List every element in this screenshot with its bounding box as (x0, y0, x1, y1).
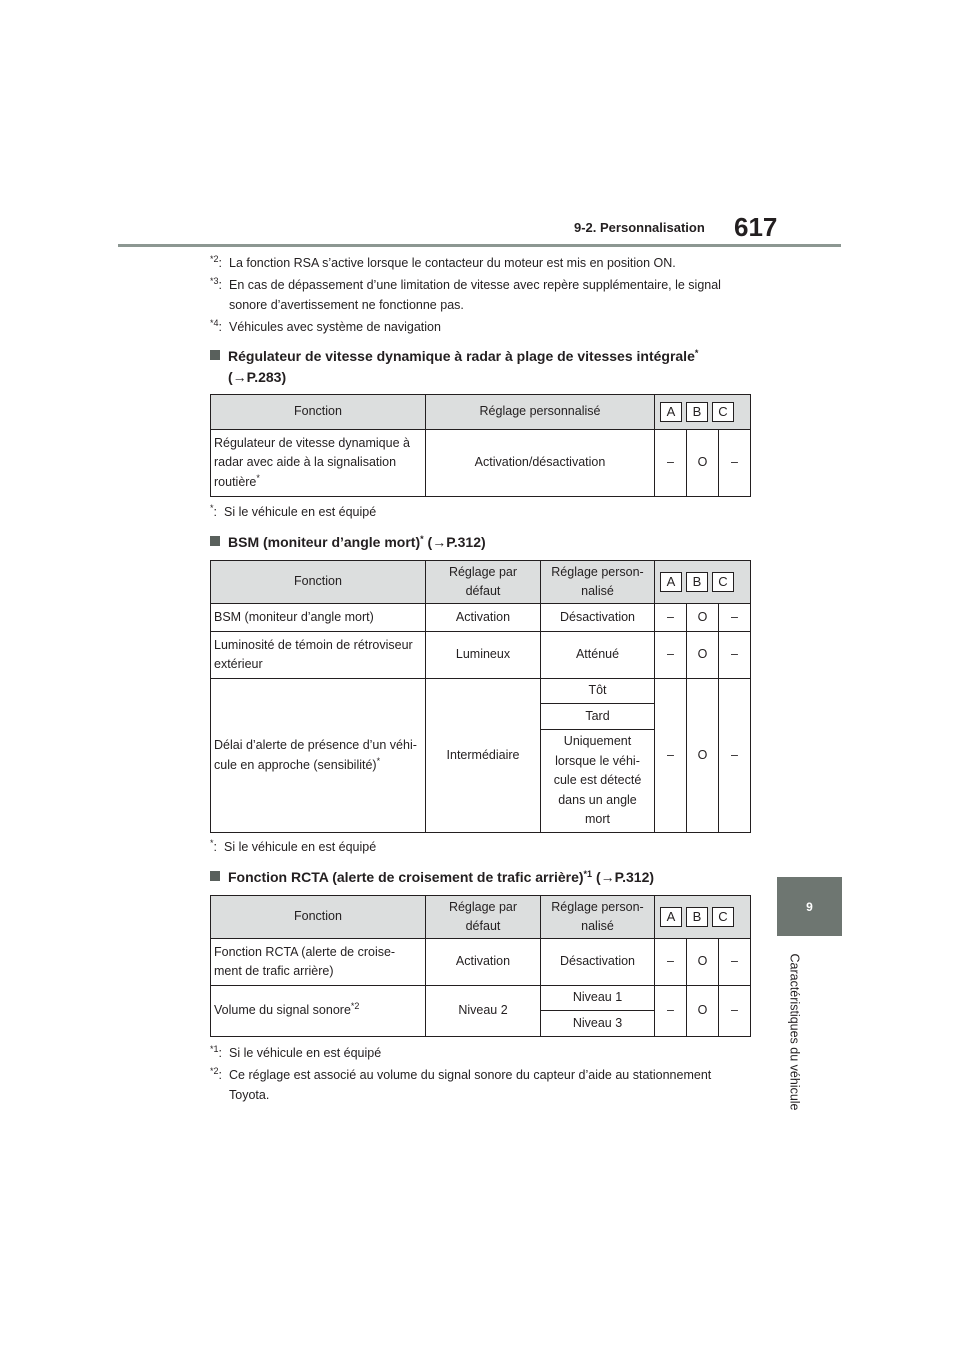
table-row: Régulateur de vitesse dynamique à radar avec aide à la signalisation routière* Activation/désactivation – O – (211, 430, 751, 497)
page-number: 617 (734, 212, 778, 242)
section1-page-ref[interactable]: (→P.283) (228, 369, 287, 385)
bullet-square-icon (210, 536, 220, 546)
chapter-number: 9 (806, 899, 813, 914)
note-4: $^{*4}$: Véhicules avec système de navigation (210, 318, 441, 334)
cell-reglage: Activation/désactivation (426, 430, 655, 497)
col-reglage-perso: Réglage personnalisé (426, 395, 655, 430)
section1-table (210, 394, 751, 497)
section3-heading: Fonction RCTA (alerte de croisement de trafic arrière)$^{*1}$ (→P.312) (210, 866, 770, 888)
col-fonction: Fonction (211, 395, 426, 430)
note-3: $^{*3}$: En cas de dépassement d’une limitation de vitesse avec repère supplémentaire, le signal sonore d’avertissement ne fonctionne pas. (210, 276, 721, 312)
section3-footnote-2: $^{*2}$: Ce réglage est associé au volume du signal sonore du capteur d’aide au stationnement Toyota. (210, 1066, 712, 1102)
section3-page-ref[interactable]: (→P.312) (595, 869, 655, 885)
bullet-square-icon (210, 350, 220, 360)
section3-table: Fonction Réglage par défaut Réglage person- nalisé A B C Fonction RCTA (alerte de croise- ment de trafic arrière) Activation Désactivation – O – Volume du signal sonore$^{*2}$ Niveau 2 Niveau 1 – O – Niveau 3 (210, 895, 751, 1037)
section1-footnote: *: Si le véhicule en est équipé (210, 503, 377, 519)
chapter-label: Caractéristiques du véhicule (788, 952, 802, 1111)
table-row: Volume du signal sonore$^{*2}$ Niveau 2 Niveau 1 – O – (211, 986, 751, 1011)
cell-fonction: Régulateur de vitesse dynamique à radar avec aide à la signalisation routière* (211, 430, 426, 497)
note-2: $^{*2}$: La fonction RSA s’active lorsque le contacteur du moteur est mis en position ON. (210, 254, 676, 270)
chapter-tab[interactable] (777, 877, 842, 936)
table-row: Luminosité de témoin de rétroviseur extérieur Lumineux Atténué – O – (211, 632, 751, 679)
section2-heading: BSM (moniteur d’angle mort)* (→P.312) (210, 531, 770, 553)
section2-table: Fonction Réglage par défaut Réglage person- nalisé A B C BSM (moniteur d’angle mort) Activation Désactivation – O – Luminosité de témoin de rétroviseur extérieur Lumineux Atténué – O – Délai d’alerte de présence d’un véhi- cule en approche (sensibilité)* Intermédiaire Tôt – O – Tard Uniquement lorsque le véhi- cule est détecté dans un angle mort (210, 560, 751, 833)
section1-heading: Régulateur de vitesse dynamique à radar à plage de vitesses intégrale* (210, 345, 770, 367)
col-abc: A B C (655, 561, 751, 604)
section2-footnote: *: Si le véhicule en est équipé (210, 838, 377, 854)
header-rule (118, 244, 841, 247)
table-row: Fonction RCTA (alerte de croise- ment de trafic arrière) Activation Désactivation – O – (211, 939, 751, 986)
section3-footnote-1: $^{*1}$: Si le véhicule en est équipé (210, 1044, 382, 1060)
col-abc: A B C (655, 395, 751, 430)
bullet-square-icon (210, 871, 220, 881)
col-abc: A B C (655, 896, 751, 939)
table-row: BSM (moniteur d’angle mort) Activation Désactivation – O – (211, 604, 751, 632)
section-title: 9-2. Personnalisation (574, 220, 705, 235)
section2-page-ref[interactable]: (→P.312) (427, 534, 486, 550)
table-row: Délai d’alerte de présence d’un véhi- cule en approche (sensibilité)* Intermédiaire Tôt – O – (211, 679, 751, 704)
